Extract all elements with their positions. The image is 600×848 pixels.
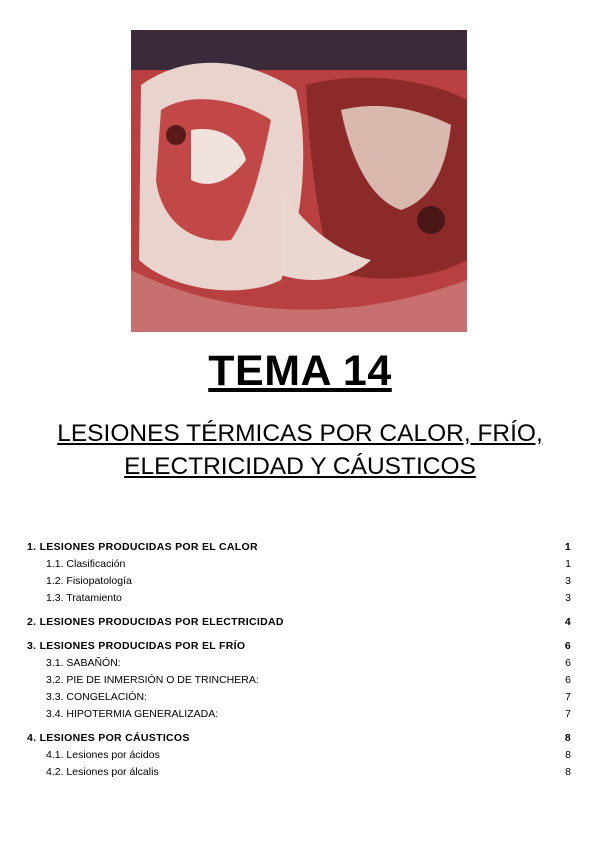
toc-entry-label: 1.2. Fisiopatología bbox=[46, 575, 132, 587]
toc-page-number: 6 bbox=[565, 674, 571, 686]
toc-page-number: 8 bbox=[565, 766, 571, 778]
toc-subsection-entry[interactable] bbox=[27, 575, 571, 592]
toc-entry-label: 4.1. Lesiones por ácidos bbox=[46, 749, 160, 761]
toc-subsection-entry[interactable] bbox=[27, 691, 571, 708]
toc-page-number: 1 bbox=[565, 558, 571, 570]
toc-section-entry[interactable] bbox=[27, 732, 571, 749]
toc-page-number: 4 bbox=[564, 616, 571, 628]
table-of-contents bbox=[27, 541, 571, 783]
toc-entry-label: 3.1. SABAÑÓN: bbox=[46, 657, 121, 669]
toc-entry-label: 3.4. HIPOTERMIA GENERALIZADA: bbox=[46, 708, 219, 720]
toc-entry-label: 4. LESIONES POR CÁUSTICOS bbox=[27, 732, 190, 744]
toc-page-number: 8 bbox=[565, 749, 571, 761]
subtitle-line: ELECTRICIDAD Y CÁUSTICOS bbox=[124, 453, 476, 480]
toc-entry-label: 2. LESIONES PRODUCIDAS POR ELECTRICIDAD bbox=[27, 616, 284, 628]
toc-page-number: 3 bbox=[565, 575, 571, 587]
toc-section-entry[interactable] bbox=[27, 640, 571, 657]
toc-subsection-entry[interactable] bbox=[27, 674, 571, 691]
toc-page-number: 8 bbox=[564, 732, 571, 744]
toc-subsection-entry[interactable] bbox=[27, 749, 571, 766]
toc-section-entry[interactable] bbox=[27, 616, 571, 633]
toc-entry-label: 4.2. Lesiones por álcalis bbox=[46, 766, 159, 778]
toc-entry-label: 3.2. PIE DE INMERSIÓN O DE TRINCHERA: bbox=[46, 674, 259, 686]
toc-entry-label: 1.3. Tratamiento bbox=[46, 592, 122, 604]
toc-entry-label: 3.3. CONGELACIÓN: bbox=[46, 691, 147, 703]
toc-page-number: 1 bbox=[564, 541, 571, 553]
toc-entry-label: 1.1. Clasificación bbox=[46, 558, 126, 570]
toc-page-number: 7 bbox=[565, 708, 571, 720]
subtitle-line: LESIONES TÉRMICAS POR CALOR, FRÍO, bbox=[57, 420, 543, 447]
toc-page-number: 3 bbox=[565, 592, 571, 604]
page-subtitle bbox=[0, 417, 600, 483]
toc-entry-label: 3. LESIONES PRODUCIDAS POR EL FRÍO bbox=[27, 640, 246, 652]
toc-subsection-entry[interactable] bbox=[27, 708, 571, 725]
toc-section-entry[interactable] bbox=[27, 541, 571, 558]
toc-subsection-entry[interactable] bbox=[27, 558, 571, 575]
toc-page-number: 6 bbox=[564, 640, 571, 652]
toc-page-number: 6 bbox=[565, 657, 571, 669]
toc-subsection-entry[interactable] bbox=[27, 592, 571, 609]
page-title: TEMA 14 bbox=[208, 347, 392, 395]
toc-subsection-entry[interactable] bbox=[27, 766, 571, 783]
toc-page-number: 7 bbox=[565, 691, 571, 703]
toc-subsection-entry[interactable] bbox=[27, 657, 571, 674]
cover-photo bbox=[131, 30, 467, 332]
toc-entry-label: 1. LESIONES PRODUCIDAS POR EL CALOR bbox=[27, 541, 258, 553]
